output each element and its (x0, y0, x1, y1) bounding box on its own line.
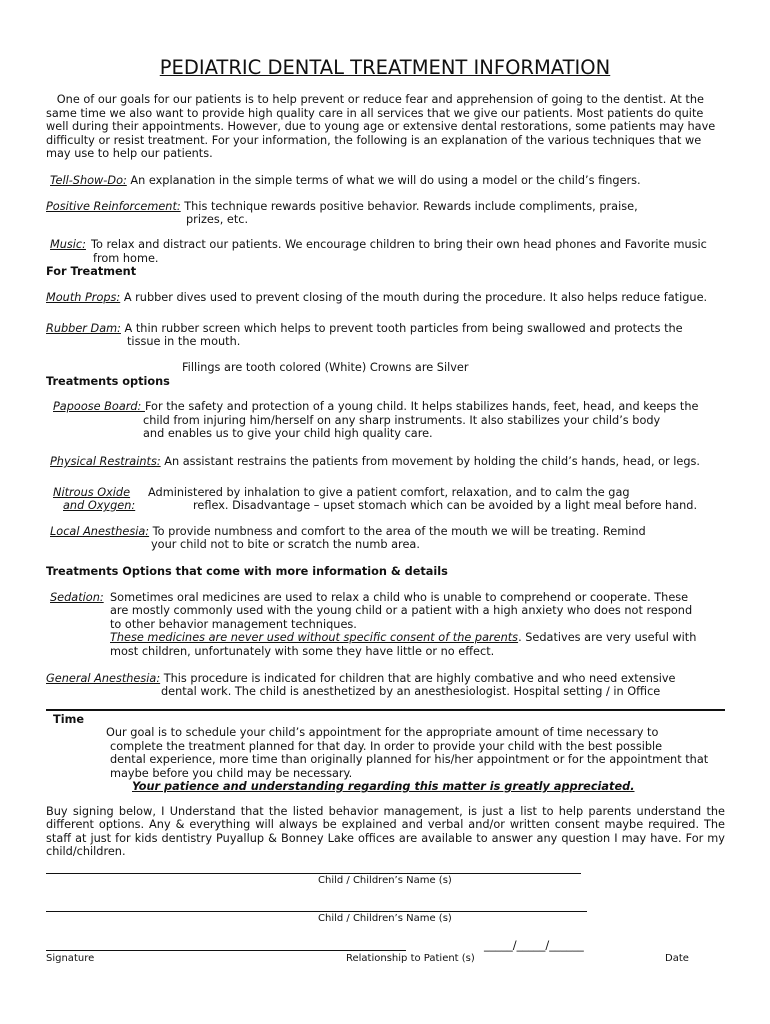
music-text-cont: from home. (93, 252, 159, 265)
intro-line: may use to help our patients. (46, 147, 213, 160)
time-text: dental experience, more time than originally planned for his/her appointment or for the appointment that (110, 753, 709, 766)
consent-warning: These medicines are never used without specific consent of the parents (110, 631, 519, 644)
term-label: General Anesthesia: (46, 672, 161, 685)
section-heading: Treatments Options that come with more information & details (46, 565, 448, 578)
time-text: maybe before you child may be necessary. (110, 767, 353, 780)
time-heading: Time (53, 713, 85, 726)
date-label: Date (665, 953, 689, 964)
local-anesthesia: Local Anesthesia: To provide numbness and comfort to the area of the mouth we will be treating. Remind (50, 525, 646, 538)
consent-text: Buy signing below, I Understand that the listed behavior management, is just a list to help parents understand the different options. Any & everything will always be explained and verbal and/or written consent maybe required. The staff at just for kids dentistry Puyallup & Bonney Lake offices are available to answer any question I may have. For my child/children. (46, 805, 725, 859)
sedation-text: Sometimes oral medicines are used to relax a child who is unable to comprehend or cooperate. These (110, 591, 689, 604)
general-anesthesia: General Anesthesia: This procedure is indicated for children that are highly combative and who need extensive (46, 672, 676, 685)
child-name-label: Child / Children’s Name (s) (318, 875, 452, 886)
intro-line: same time we also want to provide high quality care in all services that we give our patients. Most patients do quite (46, 107, 704, 120)
music (50, 238, 86, 251)
term-label: Nitrous Oxide (53, 486, 131, 499)
mouth-props: Mouth Props: A rubber dives used to prevent closing of the mouth during the procedure. It also helps reduce fatigue. (46, 291, 708, 304)
papoose-board-cont: and enables us to give your child high quality care. (143, 427, 433, 440)
page-title: PEDIATRIC DENTAL TREATMENT INFORMATION (159, 56, 611, 79)
nitrous-text-cont: reflex. Disadvantage – upset stomach which can be avoided by a light meal before hand. (193, 499, 698, 512)
intro-line: well during their appointments. However, due to young age or extensive dental restorations, some patients may have (46, 120, 716, 133)
relationship-label: Relationship to Patient (s) (346, 953, 475, 964)
positive-reinforcement: Positive Reinforcement: This technique rewards positive behavior. Rewards include compliments, praise, (46, 200, 638, 213)
general-anesthesia-cont: dental work. The child is anesthetized by an anesthesiologist. Hospital setting / in Office (161, 685, 661, 698)
nitrous-text: Administered by inhalation to give a patient comfort, relaxation, and to calm the gag (148, 486, 630, 499)
child-name-line-2[interactable] (46, 911, 587, 912)
term-label: Positive Reinforcement: (46, 200, 181, 213)
term-label: Local Anesthesia: (50, 525, 150, 538)
term-label: Tell-Show-Do: (50, 174, 127, 187)
music-text: To relax and distract our patients. We encourage children to bring their own head phones and Favorite music (91, 238, 707, 251)
section-heading: For Treatment (46, 265, 137, 278)
sedation-text: These medicines are never used without specific consent of the parents. Sedatives are very useful with (110, 631, 697, 644)
sedation-text: to other behavior management techniques. (110, 618, 357, 631)
term-label: Music: (50, 238, 86, 251)
time-text: complete the treatment planned for that day. In order to provide your child with the best possible (110, 740, 663, 753)
child-name-line-1[interactable] (46, 873, 581, 874)
intro-line: One of our goals for our patients is to help prevent or reduce fear and apprehension of going to the dentist. At the (56, 93, 704, 106)
fillings-note: Fillings are tooth colored (White) Crowns are Silver (182, 361, 469, 374)
term-label: Physical Restraints: (50, 455, 161, 468)
papoose-board-cont: child from injuring him/herself on any sharp instruments. It also stabilizes your child’s body (143, 414, 661, 427)
rubber-dam: Rubber Dam: A thin rubber screen which helps to prevent tooth particles from being swallowed and protects the (46, 322, 683, 335)
term-label: Sedation: (50, 591, 104, 604)
sedation-text: most children, unfortunately with some they have little or no effect. (110, 645, 495, 658)
time-text: Our goal is to schedule your child’s appointment for the appropriate amount of time necessary to (106, 726, 659, 739)
term-label: Papoose Board: (53, 400, 145, 413)
date-field[interactable]: _____/_____/______ (484, 938, 584, 952)
papoose-board: Papoose Board: For the safety and protection of a young child. It helps stabilizes hands, feet, head, and keeps the (53, 400, 699, 413)
section-divider (46, 709, 725, 711)
sedation-text: are mostly commonly used with the young child or a patient with a high anxiety who does not respond (110, 604, 693, 617)
term-label: and Oxygen: (63, 499, 136, 512)
rubber-dam-cont: tissue in the mouth. (127, 335, 241, 348)
term-label: Rubber Dam: (46, 322, 121, 335)
signature-label: Signature (46, 953, 95, 964)
physical-restraints: Physical Restraints: An assistant restrains the patients from movement by holding the child’s hands, head, or legs. (50, 455, 701, 468)
time-emphasis: Your patience and understanding regarding this matter is greatly appreciated. (132, 780, 635, 793)
intro-line: difficulty or resist treatment. For your information, the following is an explanation of the various techniques that we (46, 134, 702, 147)
positive-reinforcement-cont: prizes, etc. (186, 213, 249, 226)
section-heading: Treatments options (46, 375, 170, 388)
term-label: Mouth Props: (46, 291, 121, 304)
signature-line[interactable] (46, 950, 406, 951)
tell-show-do: Tell-Show-Do: An explanation in the simple terms of what we will do using a model or the child’s fingers. (50, 174, 641, 187)
local-anesthesia-cont: your child not to bite or scratch the numb area. (151, 538, 420, 551)
child-name-label: Child / Children’s Name (s) (318, 913, 452, 924)
